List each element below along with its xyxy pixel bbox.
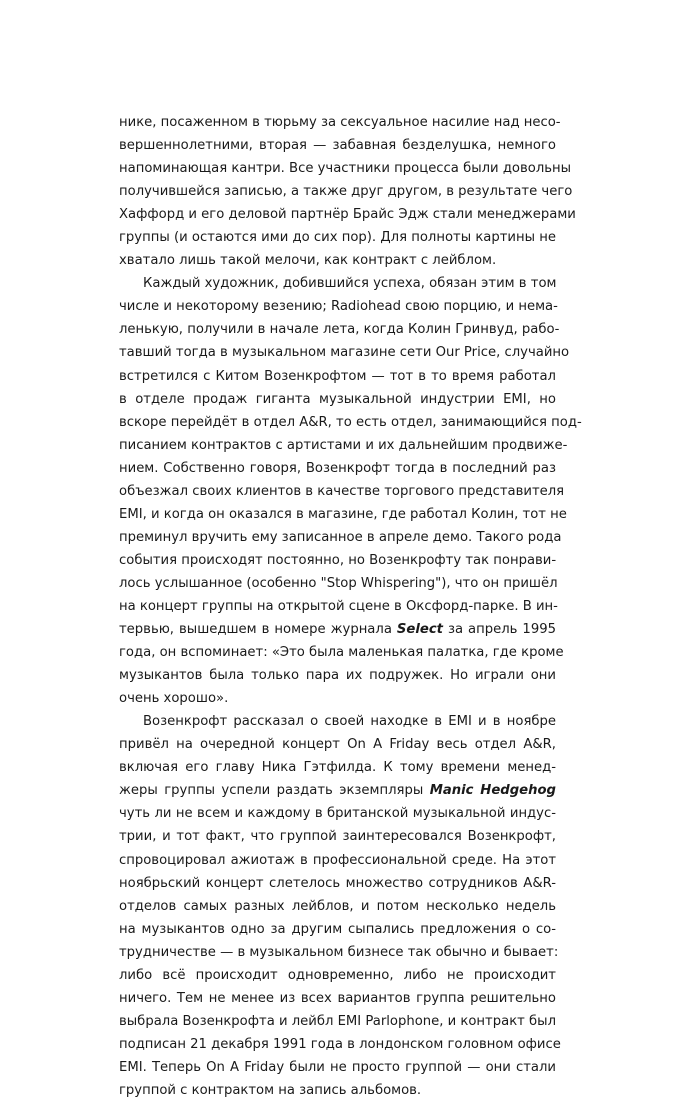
text-line — [119, 849, 556, 872]
text-line — [119, 779, 556, 802]
text-segment: ничего. Тем не менее из всех вариантов группа решительно — [119, 990, 556, 1006]
text-segment: нием. Собственно говоря, Возенкрофт тогда в последний раз — [119, 460, 556, 476]
text-segment: лось услышанное (особенно "Stop Whispering"), что он пришёл — [119, 575, 558, 591]
text-line — [119, 964, 556, 987]
text-line — [119, 157, 572, 180]
text-line — [119, 710, 556, 733]
publication-title: Select — [396, 622, 443, 638]
text-line — [119, 825, 556, 848]
text-line — [119, 411, 582, 434]
text-line — [119, 987, 556, 1010]
text-segment: ленькую, получили в начале лета, когда Колин Гринвуд, рабо- — [119, 322, 560, 338]
text-segment: EMI, и когда он оказался в магазине, где работал Колин, тот не — [119, 506, 567, 522]
text-segment: отделов самых разных лейблов, и потом несколько недель — [119, 898, 556, 914]
text-segment: за апрель 1995 — [442, 622, 556, 638]
text-line — [119, 1010, 556, 1033]
text-segment: Каждый художник, добившийся успеха, обязан этим в том — [143, 276, 557, 292]
text-segment: на концерт группы на открытой сцене в Оксфорд-парке. В ин- — [119, 598, 558, 614]
text-segment: Хаффорд и его деловой партнёр Брайс Эдж стали менеджерами — [119, 207, 576, 223]
body-text — [119, 111, 582, 1102]
text-line — [119, 480, 565, 503]
paragraph — [119, 111, 576, 272]
text-segment: очень хорошо». — [119, 691, 229, 707]
text-line — [119, 918, 556, 941]
text-segment: EMI. Теперь On A Friday были не просто группой — они стали — [119, 1059, 556, 1075]
text-line — [119, 180, 573, 203]
text-line — [119, 641, 564, 664]
text-segment: ноябрьский концерт слетелось множество сотрудников A&R- — [119, 875, 556, 891]
text-line — [119, 1056, 556, 1079]
text-line — [119, 341, 570, 364]
text-line — [119, 503, 567, 526]
text-line — [119, 134, 556, 157]
text-segment: Возенкрофт рассказал о своей находке в EMI и в ноябре — [143, 714, 556, 730]
text-segment: хватало лишь такой мелочи, как контракт с лейблом. — [119, 253, 497, 269]
text-line — [119, 318, 560, 341]
text-line — [119, 941, 559, 964]
text-segment: вскоре перейдёт в отдел A&R, то есть отдел, занимающийся под- — [119, 414, 582, 430]
text-segment: либо всё происходит одновременно, либо не происходит — [119, 967, 556, 983]
text-segment: выбрала Возенкрофта и лейбл EMI Parlophone, и контракт был — [119, 1013, 557, 1029]
text-segment: года, он вспоминает: «Это была маленькая палатка, где кроме — [119, 645, 564, 661]
text-segment: группой с контрактом на запись альбомов. — [119, 1082, 422, 1098]
text-segment: музыкантов была только пара их подружек. Но играли они — [119, 668, 556, 684]
text-segment: привёл на очередной концерт On A Friday весь отдел A&R, — [119, 737, 556, 753]
text-segment: преминул вручить ему записанное в апреле демо. Такого рода — [119, 529, 562, 545]
text-segment: включая его главу Ника Гэтфилда. К тому времени менед- — [119, 760, 556, 776]
text-line — [119, 733, 556, 756]
text-segment: чуть ли не всем и каждому в британской музыкальной индус- — [119, 806, 556, 822]
text-segment: писанием контрактов с артистами и их дальнейшим продвиже- — [119, 437, 568, 453]
text-segment: в отделе продаж гиганта музыкальной индустрии EMI, но — [119, 391, 556, 407]
text-segment: вершеннолетними, вторая — забавная безделушка, немного — [119, 138, 556, 154]
text-line — [119, 1033, 561, 1056]
text-line — [119, 895, 556, 918]
text-line — [119, 272, 556, 295]
text-line — [119, 295, 556, 318]
text-line — [119, 457, 556, 480]
text-line — [119, 226, 556, 249]
text-line — [119, 203, 576, 226]
text-line — [119, 572, 556, 595]
text-segment: трудничестве — в музыкальном бизнесе так обычно и бывает: — [119, 944, 559, 960]
text-line — [119, 1079, 556, 1102]
text-line — [119, 111, 561, 134]
text-segment: трии, и тот факт, что группой заинтересовался Возенкрофт, — [119, 829, 556, 845]
text-segment: на музыкантов одно за другим сыпались предложения о со- — [119, 921, 556, 937]
text-segment: нике, посаженном в тюрьму за сексуальное насилие над несо- — [119, 115, 561, 130]
text-segment: спровоцировал ажиотаж в профессиональной среде. На этот — [119, 852, 556, 868]
text-segment: события происходят постоянно, но Возенкрофту так понрави- — [119, 552, 557, 568]
text-line — [119, 549, 556, 572]
text-line — [119, 434, 568, 457]
text-line — [119, 664, 556, 687]
text-line — [119, 756, 556, 779]
text-line — [119, 618, 556, 641]
text-segment: тервью, вышедшем в номере журнала — [119, 622, 397, 638]
text-line — [119, 388, 556, 411]
text-segment: тавший тогда в музыкальном магазине сети Our Price, случайно — [119, 345, 570, 361]
text-segment: подписан 21 декабря 1991 года в лондонском головном офисе — [119, 1036, 561, 1052]
paragraph — [119, 710, 561, 1102]
text-line — [119, 365, 556, 388]
text-line — [119, 526, 562, 549]
text-segment: встретился с Китом Возенкрофтом — тот в то время работал — [119, 368, 556, 384]
text-line — [119, 872, 556, 895]
publication-title: Manic Hedgehog — [429, 783, 556, 799]
text-segment: объезжал своих клиентов в качестве торгового представителя — [119, 483, 565, 499]
text-segment: числе и некоторому везению; Radiohead свою порцию, и нема- — [119, 299, 558, 315]
text-line — [119, 687, 556, 710]
text-line — [119, 595, 556, 618]
text-line — [119, 802, 556, 825]
text-line — [119, 249, 556, 272]
text-segment: получившейся записью, а также друг другом, в результате чего — [119, 184, 573, 200]
text-segment: напоминающая кантри. Все участники процесса были довольны — [119, 161, 572, 177]
paragraph — [119, 272, 582, 710]
text-segment: группы (и остаются ими до сих пор). Для полноты картины не — [119, 230, 556, 246]
text-segment: жеры группы успели раздать экземпляры — [119, 783, 430, 799]
